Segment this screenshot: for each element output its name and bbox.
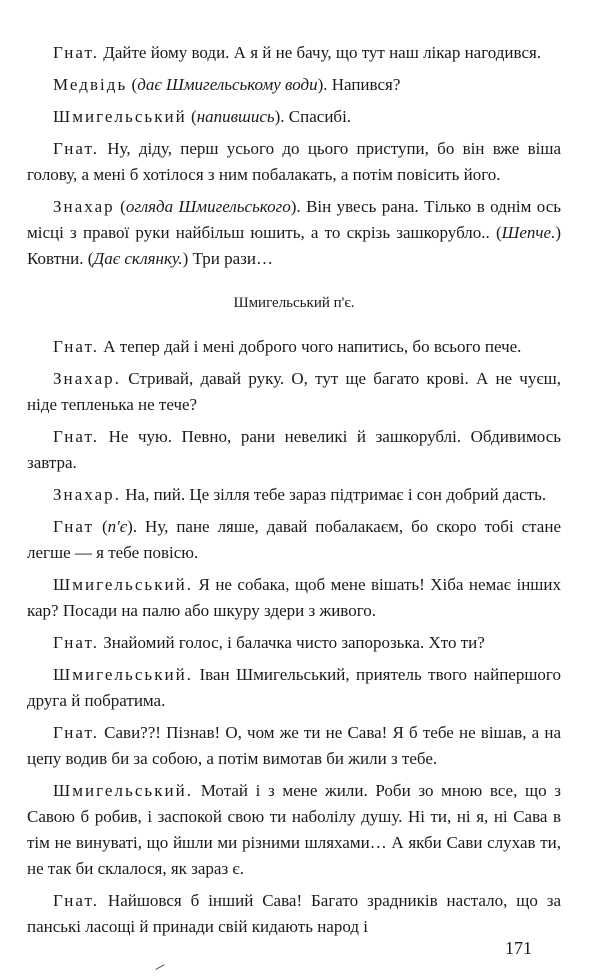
stage-direction: Шепче. xyxy=(501,223,556,242)
speaker-name: Шмигельський xyxy=(53,107,187,126)
dialogue-text: Мотай і з мене жили. Роби зо мною все, що з Савою б робив, і заспокой свою ти наболілу душу. Ні ти, ні я, ні Сава в тім не винуваті, що йшли ми різними шляхами… А якби Сави слухав ти, не так би склалося, як зараз є. xyxy=(27,781,561,878)
paragraph xyxy=(27,194,561,272)
dialogue-text: ) Три рази… xyxy=(182,249,273,268)
stage-direction: дає Шмигельському води xyxy=(137,75,318,94)
stage-note xyxy=(27,290,561,316)
paragraph xyxy=(27,40,561,66)
dialogue-text: А тепер дай і мені доброго чого напитись, бо всього пече. xyxy=(99,337,522,356)
paragraph xyxy=(27,366,561,418)
paragraph xyxy=(27,720,561,772)
dialogue-text: Знайомий голос, і балачка чисто запорозька. Хто ти? xyxy=(99,633,485,652)
dialogue-text: ( xyxy=(114,197,126,216)
dialogue-text: ( xyxy=(186,107,197,126)
dialogue-text: ) Ковтни. ( xyxy=(27,223,561,268)
stage-direction: огляда Шмигельського xyxy=(125,197,291,216)
paragraph xyxy=(27,72,561,98)
speaker-name: Знахар. xyxy=(53,485,122,504)
speaker-name: Гнат. xyxy=(53,427,99,446)
dialogue-text: Сави??! Пізнав! О, чом же ти не Сава! Я б тебе не вішав, а на цепу водив би за собою, а потім вимотав би жили з тебе. xyxy=(27,723,561,768)
paragraph xyxy=(27,630,561,656)
speaker-name: Гнат. xyxy=(53,43,99,62)
page-text xyxy=(27,40,561,946)
dialogue-text: Дайте йому води. А я й не бачу, що тут наш лікар нагодився. xyxy=(99,43,542,62)
dialogue-text: ). Він увесь рана. Тілько в однім ось місці з правої руки найбільш юшить, а то скрізь зашкорубло.. ( xyxy=(27,197,561,242)
dialogue-text: Я не собака, щоб мене вішать! Хіба немає інших кар? Посади на палю або шкуру здери з живого. xyxy=(27,575,561,620)
dialogue-text: Не чую. Певно, рани невеликі й зашкорублі. Обдивимось завтра. xyxy=(27,427,561,472)
speaker-name: Шмигельський. xyxy=(53,665,194,684)
dialogue-text: Найшовся б інший Сава! Багато зрадників настало, що за панські ласощі й принади свій кидають народ і xyxy=(27,891,561,936)
paragraph xyxy=(27,104,561,130)
speaker-name: Гнат. xyxy=(53,633,99,652)
dialogue-text: Стривай, давай руку. О, тут ще багато крові. А не чуєш, ніде тепленька не тече? xyxy=(27,369,561,414)
paragraph xyxy=(27,888,561,940)
speaker-name: Гнат xyxy=(53,517,94,536)
paragraph xyxy=(27,572,561,624)
page-number: 171 xyxy=(505,938,532,958)
dialogue-text: На, пий. Це зілля тебе зараз підтримає і сон добрий дасть. xyxy=(121,485,547,504)
speaker-name: Гнат. xyxy=(53,139,99,158)
speaker-name: Шмигельський. xyxy=(53,781,194,800)
stage-direction: напившись xyxy=(196,107,275,126)
speaker-name: Знахар. xyxy=(53,369,122,388)
dialogue-text: ( xyxy=(127,75,138,94)
paragraph xyxy=(27,136,561,188)
dialogue-text: ( xyxy=(93,517,108,536)
dialogue-text: Ну, діду, перш усього до цього приступи, бо він вже віша голову, а мені б хотілося з ним побалакать, а потім повісить його. xyxy=(27,139,561,184)
paragraph xyxy=(27,778,561,882)
paragraph xyxy=(27,424,561,476)
stage-direction: Дає склянку. xyxy=(93,249,183,268)
speaker-name: Медвідь xyxy=(53,75,128,94)
dialogue-text: Іван Шмигельський, приятель твого найпершого друга й побратима. xyxy=(27,665,561,710)
dialogue-text: ). Напився? xyxy=(317,75,401,94)
speaker-name: Гнат. xyxy=(53,337,99,356)
paragraph xyxy=(27,514,561,566)
stage-note-text: Шмигельський п'є. xyxy=(233,295,355,311)
speaker-name: Знахар xyxy=(53,197,115,216)
dialogue-text: ). Спасибі. xyxy=(274,107,352,126)
stage-direction: п'є xyxy=(107,517,128,536)
scan-mark xyxy=(155,964,168,977)
paragraph xyxy=(27,482,561,508)
paragraph xyxy=(27,662,561,714)
paragraph xyxy=(27,334,561,360)
speaker-name: Шмигельський. xyxy=(53,575,194,594)
speaker-name: Гнат. xyxy=(53,891,99,910)
speaker-name: Гнат. xyxy=(53,723,99,742)
dialogue-text: ). Ну, пане ляше, давай побалакаєм, бо скоро тобі стане легше — я тебе повісю. xyxy=(27,517,561,562)
